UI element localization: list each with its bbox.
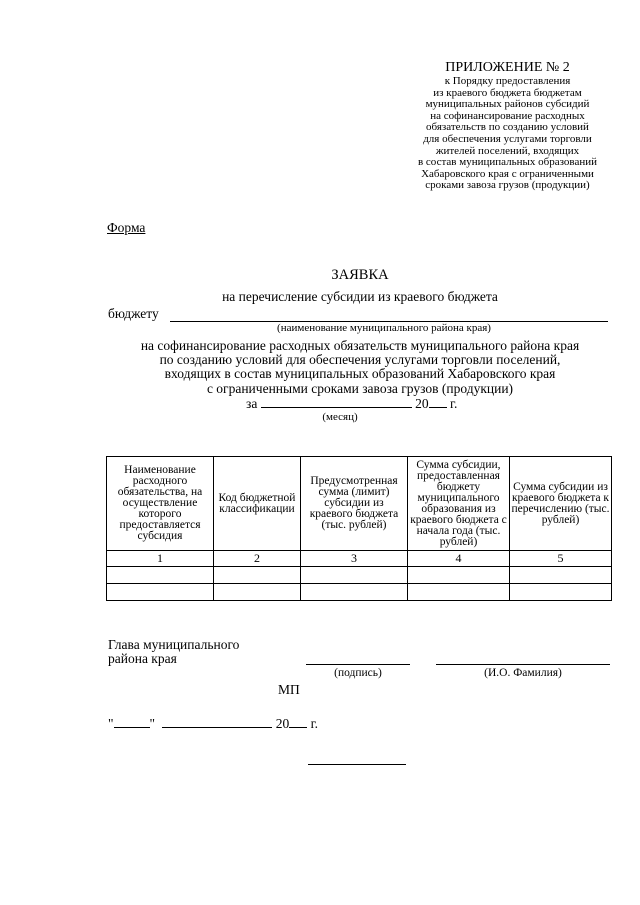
appendix-line: жителей поселений, входящих: [435, 144, 580, 157]
signature-field[interactable]: [306, 664, 410, 665]
table-cell[interactable]: [408, 584, 510, 601]
column-header: Предусмотренная сумма (лимит) субсидии из краевого бюджета (тыс. рублей): [301, 457, 408, 551]
appendix-line: в состав муниципальных образований: [417, 156, 597, 169]
table-header-row: [107, 457, 612, 551]
column-number: 5: [510, 551, 612, 567]
column-number: 3: [301, 551, 408, 567]
table-row: [107, 567, 612, 584]
day-field[interactable]: [114, 715, 150, 728]
municipality-caption: (наименование муниципального района края): [277, 322, 491, 334]
appendix-line: сроками завоза грузов (продукции): [425, 179, 590, 192]
subsidy-table: [106, 456, 612, 601]
document-subtitle: на перечисление субсидии из краевого бюджета: [222, 289, 498, 304]
table-cell[interactable]: [214, 584, 301, 601]
month-caption: (месяц): [322, 411, 358, 423]
appendix-line: для обеспечения услугами торговли: [423, 132, 592, 145]
fio-field[interactable]: [436, 664, 610, 665]
column-header: Наименование расходного обязательства, на осуществление которого предоставляется субсидия: [107, 457, 214, 551]
date-row: [108, 715, 318, 732]
date-year-field[interactable]: [289, 715, 307, 728]
appendix-line: на софинансирование расходных: [430, 109, 585, 122]
head-title: [108, 638, 239, 666]
year-prefix: 20: [415, 396, 429, 411]
table-cell[interactable]: [510, 584, 612, 601]
appendix-title: ПРИЛОЖЕНИЕ № 2: [445, 60, 570, 75]
appendix-line: муниципальных районов субсидий: [425, 98, 590, 111]
year-suffix: г.: [449, 396, 458, 411]
appendix-line: обязательств по созданию условий: [426, 121, 589, 134]
purpose-line: входящих в состав муниципальных образований Хабаровского края: [164, 366, 556, 382]
table-cell[interactable]: [510, 567, 612, 584]
date-month-field[interactable]: [162, 715, 272, 728]
head-title-line: района края: [108, 651, 177, 666]
head-title-line: Глава муниципального: [108, 637, 240, 652]
table-cell[interactable]: [301, 567, 408, 584]
period-prefix: за: [246, 396, 258, 411]
date-year-prefix: 20: [275, 716, 290, 731]
column-header: Код бюджетной классификации: [214, 457, 301, 551]
fio-caption: (И.О. Фамилия): [484, 667, 562, 679]
column-number-row: [107, 551, 612, 567]
month-field[interactable]: [261, 395, 412, 408]
date-open-quote: ": [108, 716, 114, 731]
period-row: [246, 395, 457, 412]
appendix-line: из краевого бюджета бюджетам: [433, 86, 582, 99]
budget-prefix: бюджету: [108, 306, 159, 321]
table-cell[interactable]: [214, 567, 301, 584]
purpose-text: [95, 339, 625, 396]
appendix-line: к Порядку предоставления: [444, 75, 571, 87]
date-year-suffix: г.: [310, 716, 319, 731]
form-label: Форма: [107, 220, 146, 235]
table-cell[interactable]: [301, 584, 408, 601]
appendix-block: [395, 60, 620, 192]
signature-caption: (подпись): [334, 667, 382, 679]
purpose-line: на софинансирование расходных обязательств муниципального района края: [140, 338, 580, 353]
column-number: 2: [214, 551, 301, 567]
document-title: ЗАЯВКА: [331, 267, 389, 283]
column-header: Сумма субсидии из краевого бюджета к перечислению (тыс. рублей): [510, 457, 612, 551]
stamp-label: МП: [278, 682, 300, 697]
column-number: 4: [408, 551, 510, 567]
year-field[interactable]: [429, 395, 447, 408]
table-cell[interactable]: [107, 567, 214, 584]
purpose-line: по созданию условий для обеспечения услугами торговли поселений,: [159, 352, 561, 368]
purpose-line: с ограниченными сроками завоза грузов (продукции): [206, 380, 514, 396]
appendix-line: Хабаровского края с ограниченными: [421, 167, 594, 180]
column-header: Сумма субсидии, предоставленная бюджету муниципального образования из краевого бюджета с начала года (тыс. рублей): [408, 457, 510, 551]
date-close-quote: ": [149, 716, 156, 731]
column-number: 1: [107, 551, 214, 567]
bottom-signature-line[interactable]: [308, 764, 406, 765]
table-cell[interactable]: [408, 567, 510, 584]
table-cell[interactable]: [107, 584, 214, 601]
table-row: [107, 584, 612, 601]
